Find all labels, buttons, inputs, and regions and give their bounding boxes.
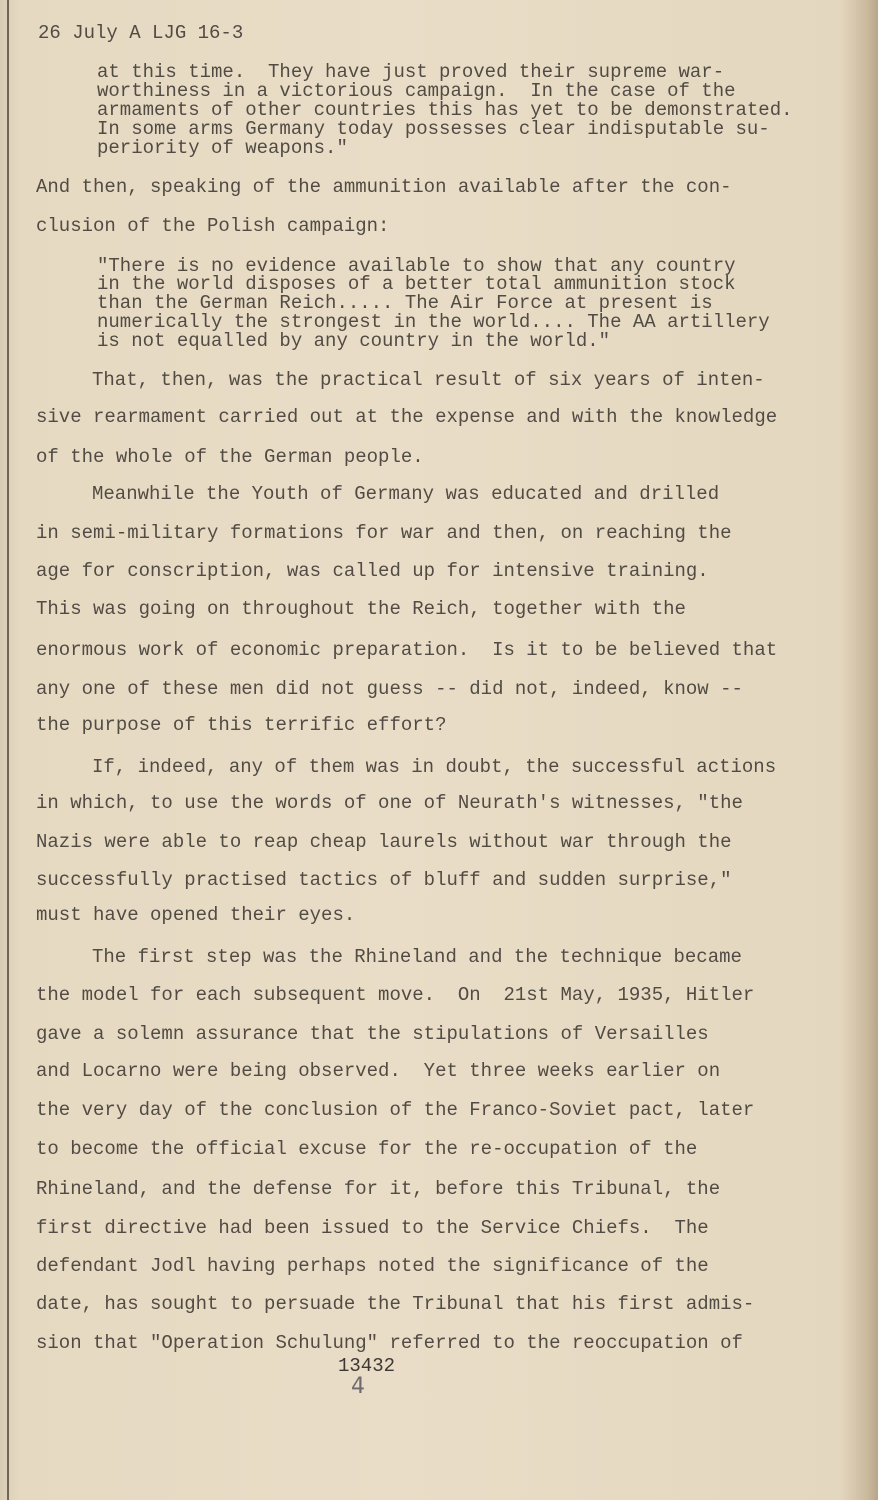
text-line: If, indeed, any of them was in doubt, the successful actions (92, 756, 777, 778)
text-line: armaments of other countries this has yet to be demonstrated. (97, 99, 793, 121)
text-line: In some arms Germany today possesses clear indisputable su- (97, 118, 770, 140)
text-line: of the whole of the German people. (36, 446, 424, 468)
text-line: age for conscription, was called up for intensive training. (36, 560, 709, 582)
text-line: This was going on throughout the Reich, together with the (36, 598, 686, 620)
text-line: must have opened their eyes. (36, 904, 356, 926)
text-line: the purpose of this terrific effort? (36, 714, 447, 736)
text-line: The first step was the Rhineland and the technique became (92, 946, 742, 968)
text-line: date, has sought to persuade the Tribunal that his first admis- (36, 1293, 755, 1315)
text-line: sion that "Operation Schulung" referred to the reoccupation of (36, 1332, 743, 1354)
text-line: the very day of the conclusion of the Franco-Soviet pact, later (36, 1099, 755, 1121)
text-line: sive rearmament carried out at the expense and with the knowledge (36, 406, 778, 428)
text-line: That, then, was the practical result of six years of inten- (92, 369, 765, 391)
text-line: in semi-military formations for war and then, on reaching the (36, 522, 732, 544)
text-line: successfully practised tactics of bluff and sudden surprise," (36, 869, 732, 891)
text-line: to become the official excuse for the re-occupation of the (36, 1138, 698, 1160)
text-line: defendant Jodl having perhaps noted the significance of the (36, 1255, 709, 1277)
text-line: And then, speaking of the ammunition available after the con- (36, 176, 732, 198)
text-line: at this time. They have just proved their supreme war- (97, 61, 725, 83)
torn-margin-edge (7, 0, 9, 1500)
text-line: clusion of the Polish campaign: (36, 215, 390, 237)
text-line: the model for each subsequent move. On 21st May, 1935, Hitler (36, 984, 755, 1006)
text-line: in which, to use the words of one of Neurath's witnesses, "the (36, 792, 743, 814)
page-number: 13432 (338, 1355, 396, 1377)
document-header: 26 July A LJG 16-3 (38, 22, 244, 44)
text-line: Nazis were able to reap cheap laurels without war through the (36, 831, 732, 853)
text-line: in the world disposes of a better total ammunition stock (97, 273, 736, 295)
text-line: "There is no evidence available to show that any country (97, 255, 736, 277)
text-line: any one of these men did not guess -- did not, indeed, know -- (36, 678, 743, 700)
text-line: is not equalled by any country in the world." (97, 330, 611, 352)
text-line: Rhineland, and the defense for it, before this Tribunal, the (36, 1178, 721, 1200)
text-line: worthiness in a victorious campaign. In the case of the (97, 80, 736, 102)
text-line: gave a solemn assurance that the stipulations of Versailles (36, 1023, 709, 1045)
text-line: and Locarno were being observed. Yet three weeks earlier on (36, 1060, 721, 1082)
text-line: enormous work of economic preparation. Is it to be believed that (36, 639, 778, 661)
text-line: than the German Reich..... The Air Force at present is (97, 292, 713, 314)
text-line: Meanwhile the Youth of Germany was educated and drilled (92, 483, 720, 505)
handwritten-page-number: 4 (351, 1374, 365, 1399)
text-line: periority of weapons." (97, 137, 348, 159)
text-line: numerically the strongest in the world.... The AA artillery (97, 311, 770, 333)
text-line: first directive had been issued to the Service Chiefs. The (36, 1217, 709, 1239)
